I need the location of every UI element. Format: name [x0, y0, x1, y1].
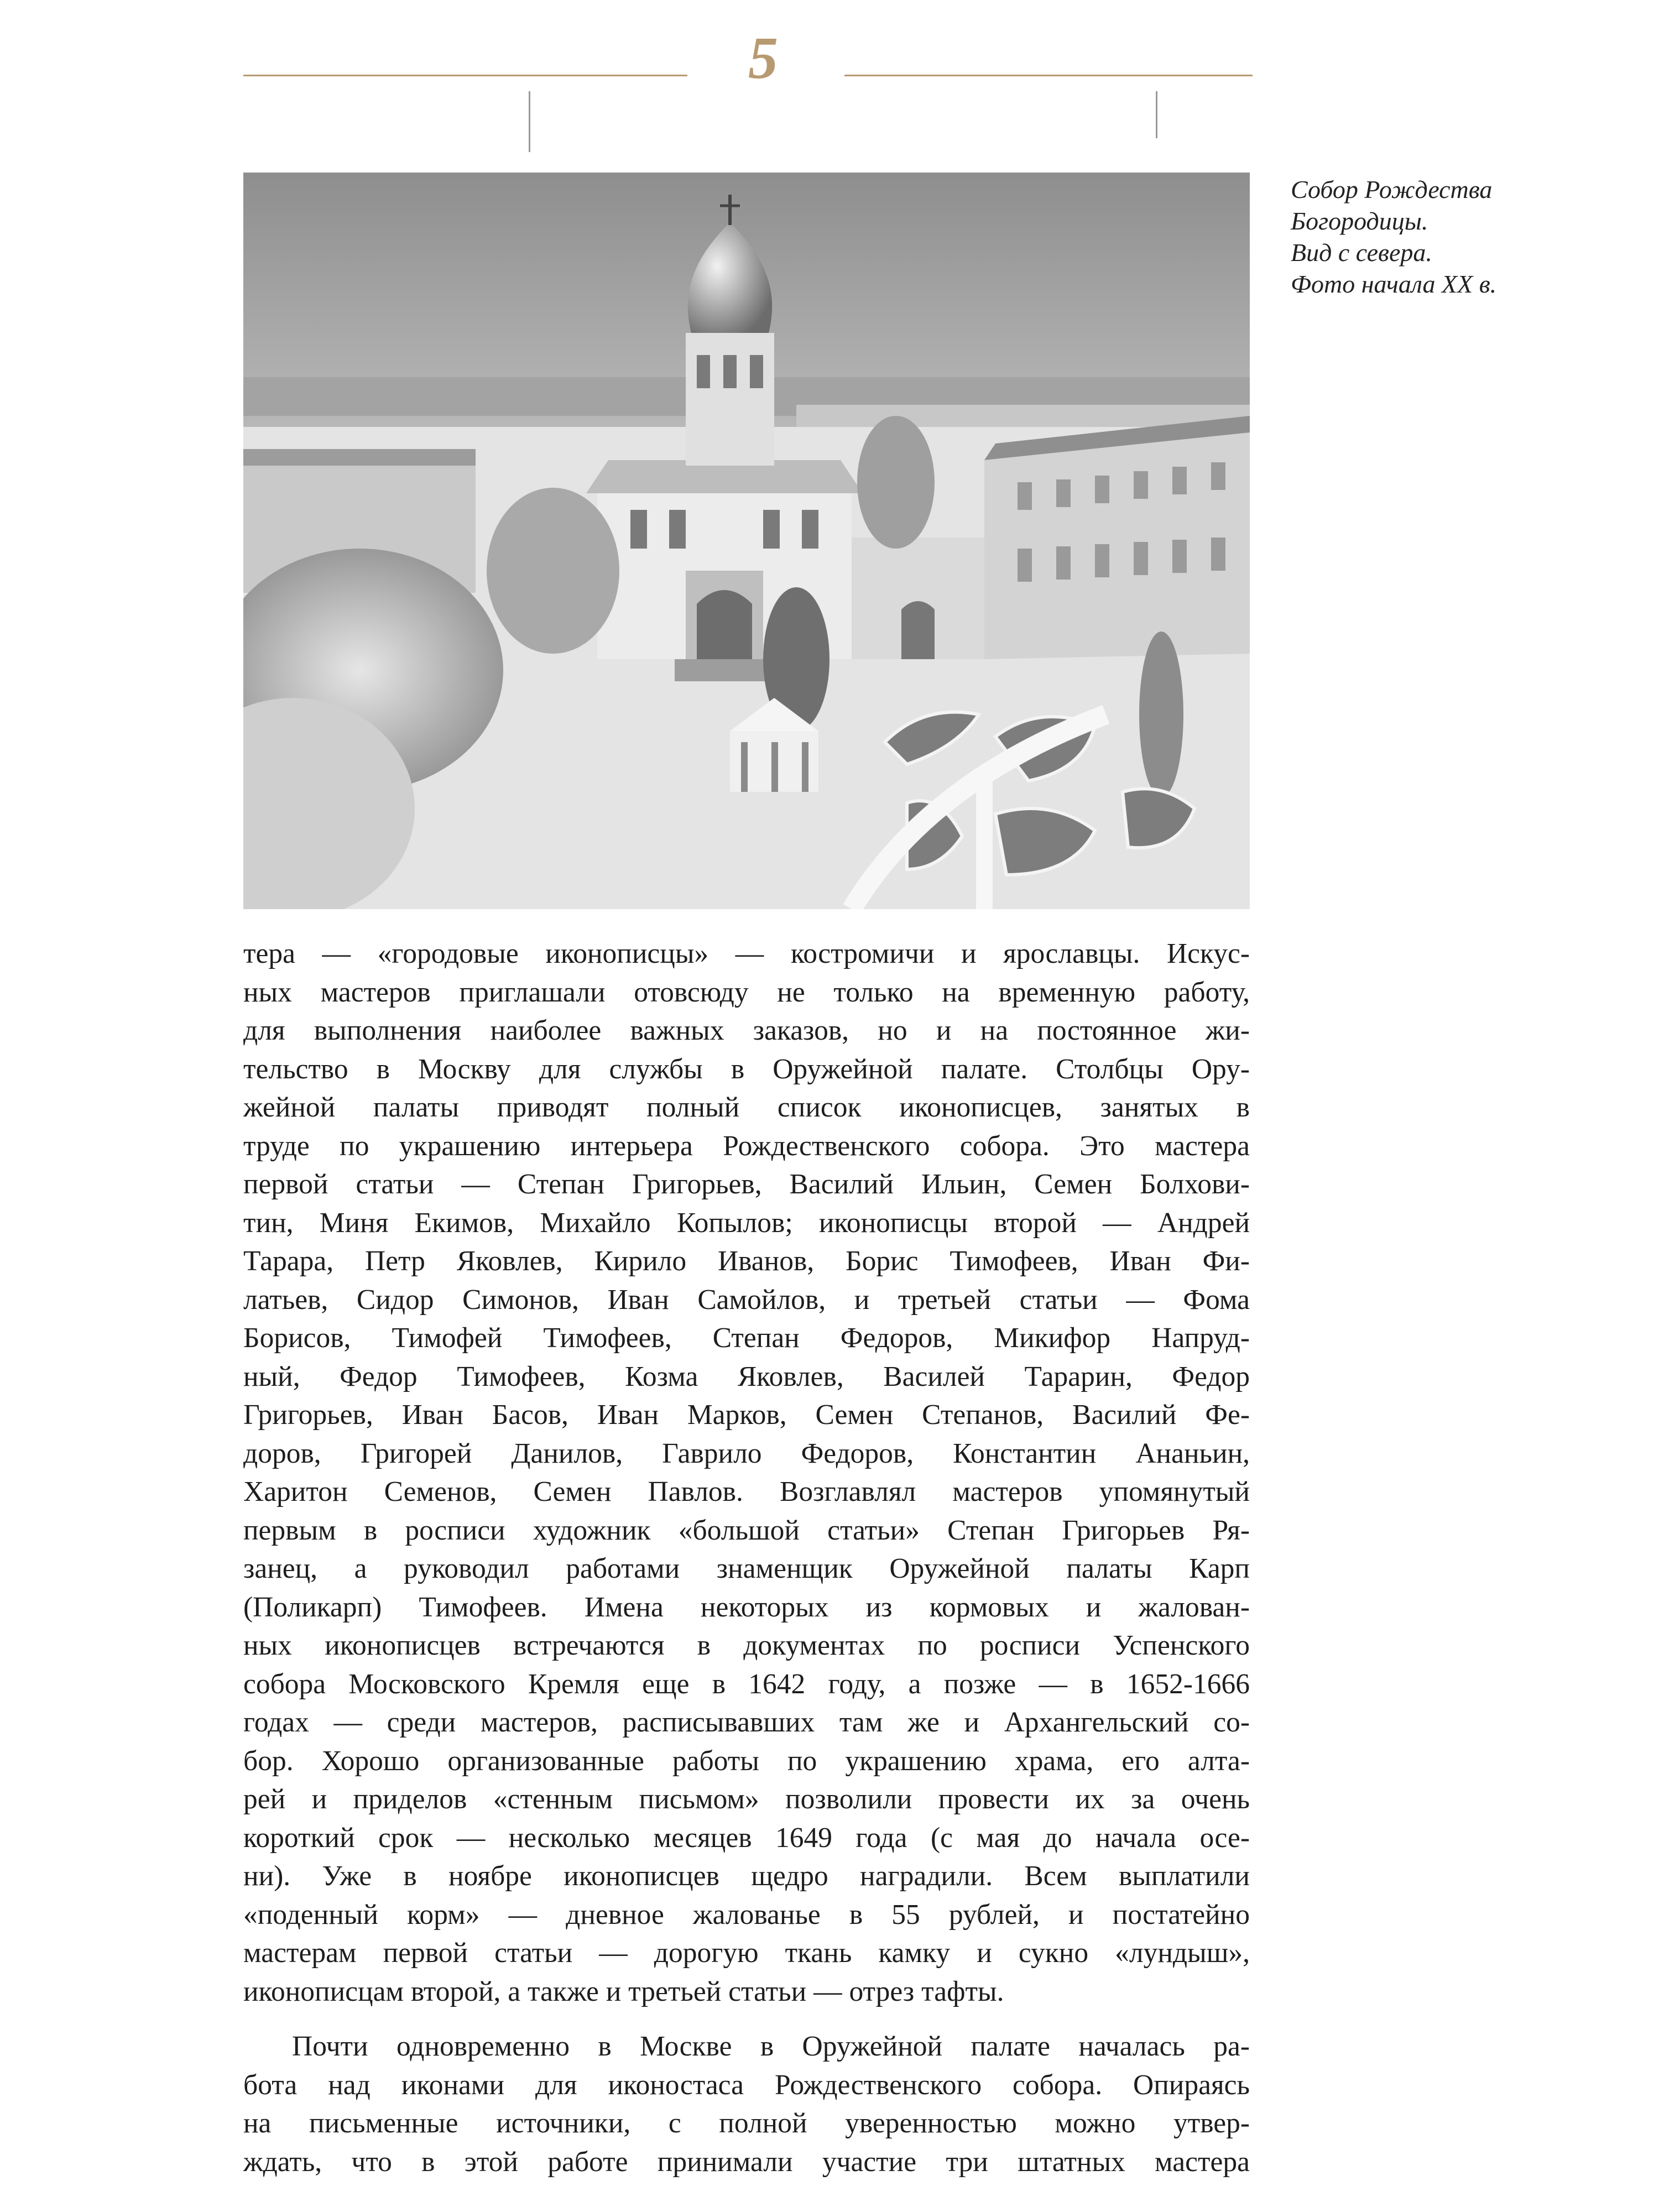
- text-line: рей и приделов «стенным письмом» позволили провести их за очень: [243, 1783, 1250, 1815]
- text-line: бор. Хорошо организованные работы по украшению храма, его алта-: [243, 1745, 1250, 1777]
- text-line: труде по украшению интерьера Рождественского собора. Это мастера: [243, 1130, 1250, 1162]
- header-rule-right: [844, 75, 1253, 76]
- text-line: для выполнения наиболее важных заказов, но и на постоянное жи-: [243, 1015, 1250, 1046]
- text-line: тельство в Москву для службы в Оружейной палате. Столбцы Ору-: [243, 1053, 1250, 1085]
- body-text: [243, 935, 1250, 2181]
- text-line: ждать, что в этой работе принимали участие три штатных мастера: [243, 2146, 1250, 2178]
- decorative-tick: [1156, 91, 1157, 138]
- text-line: короткий срок — несколько месяцев 1649 года (с мая до начала осе-: [243, 1822, 1250, 1854]
- text-line: (Поликарп) Тимофеев. Имена некоторых из кормовых и жалован-: [243, 1591, 1250, 1623]
- text-line: Тарара, Петр Яковлев, Кирило Иванов, Борис Тимофеев, Иван Фи-: [243, 1245, 1250, 1277]
- caption-line: Богородицы.: [1291, 207, 1428, 235]
- caption-line: Вид с севера.: [1291, 238, 1432, 267]
- cathedral-photo: [243, 173, 1250, 909]
- paragraph-gap: [243, 2011, 1250, 2027]
- text-line: собора Московского Кремля еще в 1642 году, а позже — в 1652-1666: [243, 1668, 1250, 1700]
- text-line: бота над иконами для иконостаса Рождественского собора. Опираясь: [243, 2069, 1250, 2101]
- header-rule-left: [243, 75, 687, 76]
- paragraph: [243, 2027, 1250, 2181]
- text-line: занец, а руководил работами знаменщик Оружейной палаты Карп: [243, 1553, 1250, 1584]
- text-line: на письменные источники, с полной уверенностью можно утвер-: [243, 2107, 1250, 2139]
- text-line: Григорьев, Иван Басов, Иван Марков, Семен Степанов, Василий Фе-: [243, 1399, 1250, 1431]
- text-line: Харитон Семенов, Семен Павлов. Возглавлял мастеров упомянутый: [243, 1476, 1250, 1507]
- text-line: годах — среди мастеров, расписывавших там же и Архангельский со-: [243, 1707, 1250, 1738]
- text-line: Борисов, Тимофей Тимофеев, Степан Федоров, Микифор Напруд-: [243, 1322, 1250, 1354]
- photo-caption: [1291, 174, 1634, 300]
- text-line: доров, Григорей Данилов, Гаврило Федоров, Константин Ананьин,: [243, 1437, 1250, 1469]
- text-line: ных мастеров приглашали отовсюду не только на временную работу,: [243, 976, 1250, 1008]
- text-line: жейной палаты приводят полный список иконописцев, занятых в: [243, 1092, 1250, 1123]
- text-line: первой статьи — Степан Григорьев, Василий Ильин, Семен Болхови-: [243, 1168, 1250, 1200]
- text-line: ных иконописцев встречаются в документах по росписи Успенского: [243, 1630, 1250, 1661]
- text-line: «поденный корм» — дневное жалованье в 55 рублей, и постатейно: [243, 1898, 1250, 1931]
- decorative-tick: [529, 91, 530, 152]
- text-line: латьев, Сидор Симонов, Иван Самойлов, и третьей статьи — Фома: [243, 1284, 1250, 1316]
- caption-line: Собор Рождества: [1291, 175, 1493, 204]
- text-line: Почти одновременно в Москве в Оружейной палате началась ра-: [292, 2031, 1250, 2062]
- page-number: 5: [748, 25, 778, 91]
- text-line: ни). Уже в ноябре иконописцев щедро наградили. Всем выплатили: [243, 1860, 1250, 1892]
- caption-line: Фото начала XX в.: [1291, 270, 1497, 298]
- text-line: тин, Миня Екимов, Михайло Копылов; иконописцы второй — Андрей: [243, 1207, 1250, 1239]
- text-line: иконописцам второй, а также и третьей статьи — отрез тафты.: [243, 1975, 1004, 2007]
- text-line: мастерам первой статьи — дорогую ткань камку и сукно «лундыш»,: [243, 1937, 1250, 1969]
- text-line: первым в росписи художник «большой статьи» Степан Григорьев Ря-: [243, 1514, 1250, 1546]
- text-line: ный, Федор Тимофеев, Козма Яковлев, Василей Тарарин, Федор: [243, 1360, 1250, 1392]
- text-line: тера — «городовые иконописцы» — костромичи и ярославцы. Искус-: [243, 938, 1250, 969]
- paragraph: [243, 935, 1250, 2011]
- cathedral-photo-illustration: [243, 173, 1250, 909]
